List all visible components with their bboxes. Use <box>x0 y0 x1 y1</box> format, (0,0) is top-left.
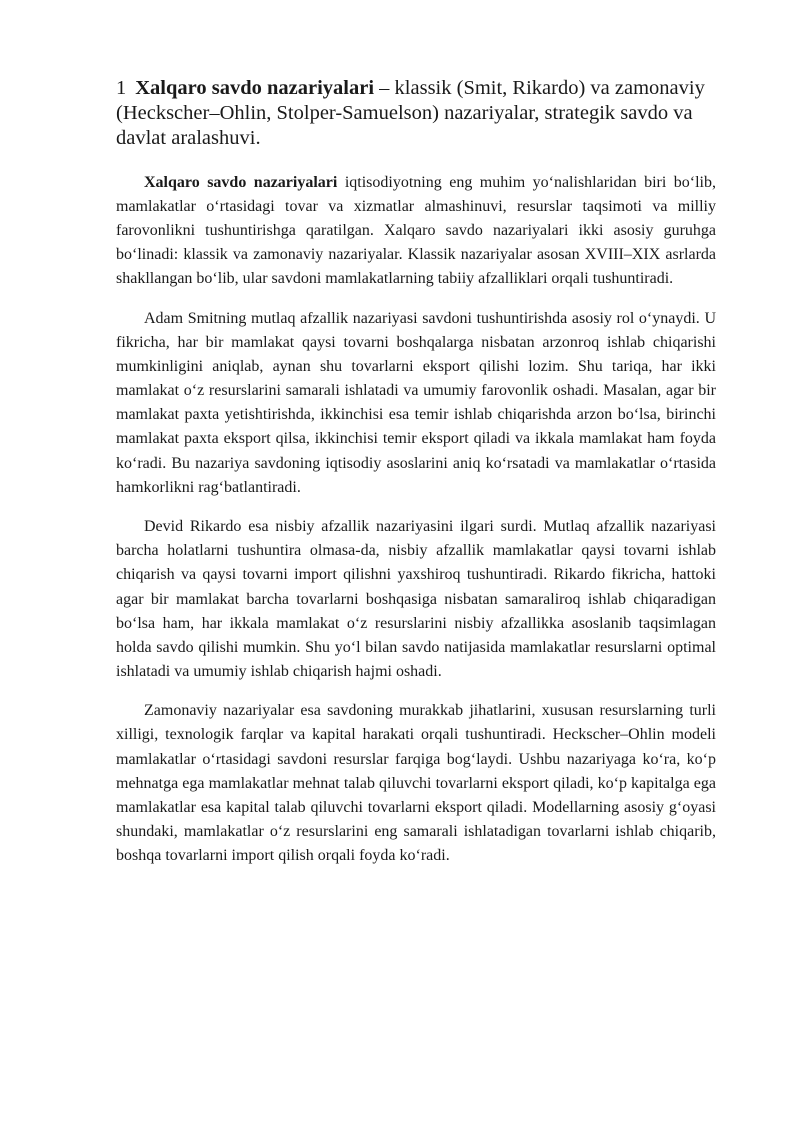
paragraph-2 <box>116 307 716 500</box>
paragraph-4 <box>116 699 716 868</box>
paragraph-3 <box>116 515 716 684</box>
paragraph-text: iqtisodiyotning eng muhim yoʻnalishlaridan biri boʻlib, mamlakatlar oʻrtasidagi tovar va xizmatlar almashinuvi, resurslar taqsimoti va milliy farovonlikni tushuntirishga qaratilgan. Xalqaro savdo nazariyalari ikki asosiy guruhga boʻlinadi: klassik va zamonaviy nazariyalar. Klassik nazariyalar asosan XVIII–XIX asrlarda shakllangan boʻlib, ular savdoni mamlakatlarning tabiiy afzalliklari orqali tushuntiradi. <box>116 174 716 288</box>
section-number: 1 <box>116 77 127 99</box>
paragraph-text: Zamonaviy nazariyalar esa savdoning murakkab jihatlarini, xususan resurslarning turli xilligi, texnologik farqlar va kapital harakati orqali tushuntiradi. Heckscher–Ohlin modeli mamlakatlar oʻrtasidagi savdoni resurslar farqiga bogʻlaydi. Ushbu nazariyaga koʻra, koʻp mehnatga ega mamlakatlar mehnat talab qiluvchi tovarlarni eksport qiladi, koʻp kapitalga ega mamlakatlar esa kapital talab qiluvchi tovarlarni eksport qiladi. Modellarning asosiy gʻoyasi shundaki, mamlakatlar oʻz resurslarini eng samarali ishlatadigan tovarlarni ishlab chiqarib, boshqa tovarlarni import qilish orqali foyda koʻradi. <box>116 702 716 864</box>
paragraph-text: Adam Smitning mutlaq afzallik nazariyasi savdoni tushuntirishda asosiy rol oʻynaydi. U fikricha, har bir mamlakat qaysi tovarni boshqalarga nisbatan arzonroq ishlab chiqarishi mumkinligini aniqlab, aynan shu tovarlarni eksport qilishi lozim. Shu tariqa, har ikki mamlakat oʻz resurslarini samarali ishlatadi va umumiy farovonlik oshadi. Masalan, agar bir mamlakat paxta yetishtirishda, ikkinchisi esa temir ishlab chiqarishda arzon boʻlsa, birinchi mamlakat paxta eksport qilsa, ikkinchisi temir eksport qiladi va ikkala mamlakat ham foyda koʻradi. Bu nazariya savdoning iqtisodiy asoslarini aniq koʻrsatadi va mamlakatlar oʻrtasida hamkorlikni ragʻbatlantiradi. <box>116 309 716 496</box>
section-heading <box>116 76 716 151</box>
section-title: Xalqaro savdo nazariyalari <box>135 77 375 99</box>
section-subtitle: – klassik (Smit, Rikardo) va zamonaviy (Heckscher–Ohlin, Stolper-Samuelson) nazariyalar, strategik savdo va davlat aralashuvi. <box>116 77 705 149</box>
paragraph-lead: Xalqaro savdo nazariyalari <box>144 174 338 191</box>
paragraph-text: Devid Rikardo esa nisbiy afzallik nazariyasini ilgari surdi. Mutlaq afzallik nazariyasi barcha holatlarni tushuntira olmasa-da, nisbiy afzallik mamlakatlar qaysi tovarni ishlab chiqarish va qaysi tovarni import qilishni yaxshiroq tushuntiradi. Rikardo fikricha, hattoki agar bir mamlakat barcha tovarlarni boshqasiga nisbatan samaraliroq ishlab chiqaradigan boʻlsa ham, har ikkala mamlakat oʻz resurslarini nisbiy afzallikka asoslanib taqsimlagan holda savdo qilishi mumkin. Shu yoʻl bilan savdo natijasida mamlakatlar resurslarni optimal ishlatadi va umumiy ishlab chiqarish hajmi oshadi. <box>116 518 716 680</box>
paragraph-1 <box>116 171 716 291</box>
